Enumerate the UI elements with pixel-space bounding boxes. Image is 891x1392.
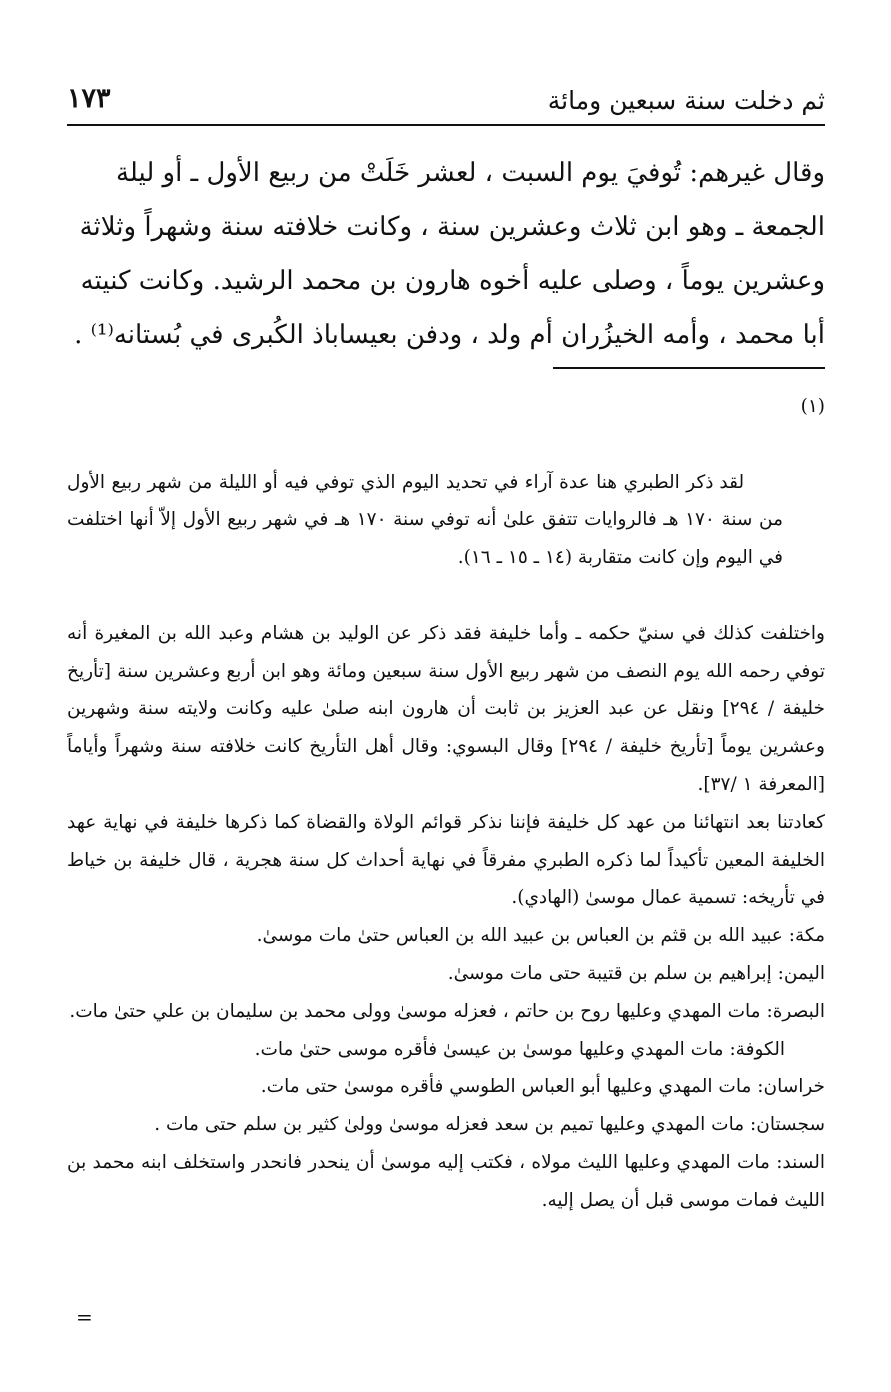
footnote-marker: (١) bbox=[800, 396, 825, 417]
footnote-paragraph: كعادتنا بعد انتهائنا من عهد كل خليفة فإننا نذكر قوائم الولاة والقضاة كما ذكرها خليفة في نهاية عهد الخليفة المعين تأكيداً لما ذكره الطبري مفرقاً في نهاية أحداث كل سنة هجرية ، قال خليفة بن خياط في تأريخه: تسمية عمال موسىٰ (الهادي). bbox=[61, 811, 825, 909]
footnote-divider bbox=[553, 367, 825, 369]
footnote-text: لقد ذكر الطبري هنا عدة آراء في تحديد اليوم الذي توفي فيه أو الليلة من شهر ربيع الأول من سنة ١٧٠ هـ فالروايات تتفق علىٰ أنه توفي سنة ١٧٠ هـ في شهر ربيع الأول إلاّ أنها اختلفت في اليوم وإن كانت متقاربة (١٤ ـ ١٥ ـ ١٦). bbox=[61, 471, 783, 569]
running-header bbox=[67, 82, 825, 122]
continuation-mark: = bbox=[76, 1305, 93, 1329]
footnotes bbox=[61, 388, 825, 1220]
footnote-list-item: خراسان: مات المهدي وعليها أبو العباس الطوسي فأقره موسىٰ حتى مات. bbox=[260, 1076, 825, 1098]
footnote-list-item: اليمن: إبراهيم بن سلم بن قتيبة حتى مات موسىٰ. bbox=[447, 962, 825, 984]
footnote-paragraph bbox=[61, 388, 825, 615]
main-text-line: وعشرين يوماً ، وصلى عليه أخوه هارون بن محمد الرشيد. وكانت كنيته bbox=[80, 266, 825, 296]
main-text bbox=[67, 146, 825, 362]
footnote-list-item: السند: مات المهدي وعليها الليث مولاه ، فكتب إليه موسىٰ أن ينحدر فانحدر واستخلف ابنه محمد بن الليث فمات موسى قبل أن يصل إليه. bbox=[61, 1151, 825, 1211]
footnote-list-item: البصرة: مات المهدي وعليها روح بن حاتم ، فعزله موسىٰ وولى محمد بن سليمان بن علي حتىٰ مات. bbox=[69, 1000, 825, 1022]
main-text-line: الجمعة ـ وهو ابن ثلاث وعشرين سنة ، وكانت خلافته سنة وشهراً وثلاثة bbox=[79, 212, 825, 242]
header-divider bbox=[67, 124, 825, 126]
running-header-title: ثم دخلت سنة سبعين ومائة bbox=[547, 86, 825, 115]
footnote-list-item: سجستان: مات المهدي وعليها تميم بن سعد فعزله موسىٰ وولىٰ كثير بن سلم حتى مات . bbox=[154, 1114, 825, 1136]
footnote-list-item: الكوفة: مات المهدي وعليها موسىٰ بن عيسىٰ فأقره موسى حتىٰ مات. bbox=[254, 1038, 785, 1060]
main-text-line: وقال غيرهم: تُوفيَ يوم السبت ، لعشر خَلَتْ من ربيع الأول ـ أو ليلة bbox=[115, 158, 825, 188]
main-text-line: أبا محمد ، وأمه الخيزُران أم ولد ، ودفن بعيساباذ الكُبرى في بُستانه⁽¹⁾ . bbox=[74, 320, 825, 350]
page-number: ١٧٣ bbox=[67, 83, 111, 114]
footnote-paragraph: واختلفت كذلك في سنيّ حكمه ـ وأما خليفة فقد ذكر عن الوليد بن هشام وعبد الله بن المغيرة أنه توفي رحمه الله يوم النصف من شهر ربيع الأول سنة سبعين ومائة وهو ابن أربع وعشرين سنة [تأريخ خليفة / ٢٩٤] ونقل عن عبد العزيز بن ثابت أن هارون ابنه صلىٰ عليه وكانت ولايته سنة وشهرين وعشرين يوماً [تأريخ خليفة / ٢٩٤] وقال البسوي: وقال أهل التأريخ كانت خلافته سنة وشهراً وأياماً [المعرفة ١ /٣٧]. bbox=[61, 622, 825, 795]
footnote-list-item: مكة: عبيد الله بن قثم بن العباس بن عبيد الله بن العباس حتىٰ مات موسىٰ. bbox=[256, 925, 825, 947]
